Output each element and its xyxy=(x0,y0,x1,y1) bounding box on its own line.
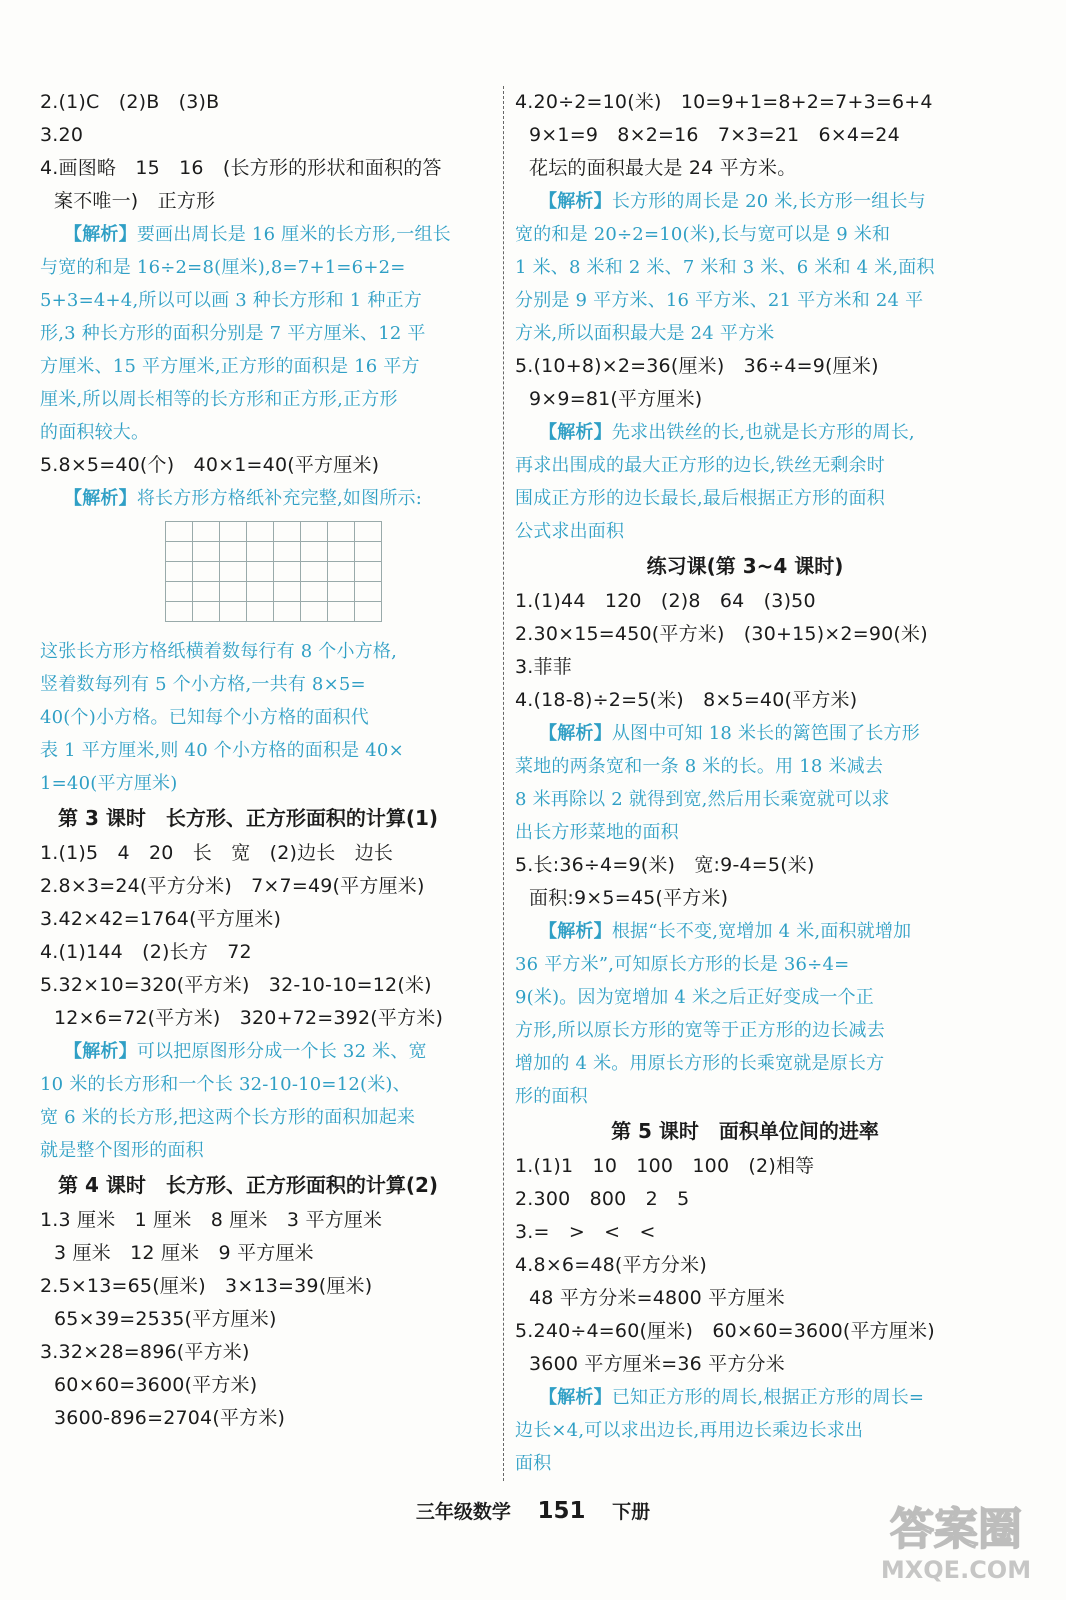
explanation-line: 竖着数每列有 5 个小方格,一共有 8×5= xyxy=(40,674,366,695)
explanation-line: 36 平方米”,可知原长方形的长是 36÷4= xyxy=(515,954,850,975)
answer-line: 2.5×13=65(厘米) 3×13=39(厘米) xyxy=(40,1275,373,1297)
explanation-tag: 【解析】 xyxy=(64,224,137,245)
explanation-line: 形,3 种长方形的面积分别是 7 平方厘米、12 平 xyxy=(40,323,426,344)
grid-cell xyxy=(220,562,247,582)
explanation-line xyxy=(515,185,975,218)
answer-line: 1.(1)44 120 (2)8 64 (3)50 xyxy=(515,590,816,612)
explanation-line: 方形,所以原长方形的宽等于正方形的边长减去 xyxy=(515,1020,885,1041)
explanation-line: 这张长方形方格纸横着数每行有 8 个小方格, xyxy=(40,641,398,662)
explanation-line: 分别是 9 平方米、16 平方米、21 平方米和 24 平 xyxy=(515,290,924,311)
grid-cell xyxy=(220,522,247,542)
grid-cell xyxy=(274,582,301,602)
answer-line: 4.20÷2=10(米) 10=9+1=8+2=7+3=6+4 xyxy=(515,91,933,113)
explanation-line xyxy=(40,1035,495,1068)
explanation-text: 根据“长不变,宽增加 4 米,面积就增加 xyxy=(611,921,912,942)
grid-cell xyxy=(247,582,274,602)
grid-cell xyxy=(328,522,355,542)
explanation-line: 增加的 4 米。用原长方形的长乘宽就是原长方 xyxy=(515,1053,885,1074)
explanation-text: 长方形的周长是 20 米,长方形一组长与 xyxy=(611,191,926,212)
answer-line: 5.32×10=320(平方米) 32-10-10=12(米) xyxy=(40,974,432,996)
answer-line: 1.(1)5 4 20 长 宽 (2)边长 边长 xyxy=(40,842,394,864)
explanation-line xyxy=(40,218,495,251)
explanation-text: 要画出周长是 16 厘米的长方形,一组长 xyxy=(136,224,451,245)
grid-cell xyxy=(247,602,274,622)
grid-cell xyxy=(328,562,355,582)
grid-cell xyxy=(355,602,382,622)
grid-cell xyxy=(193,602,220,622)
grid-cell xyxy=(355,582,382,602)
grid-cell xyxy=(301,542,328,562)
answer-line: 5.240÷4=60(厘米) 60×60=3600(平方厘米) xyxy=(515,1320,935,1342)
square-grid xyxy=(165,521,382,622)
explanation-line xyxy=(515,915,975,948)
answer-line: 9×1=9 8×2=16 7×3=21 6×4=24 xyxy=(529,124,900,146)
grid-cell xyxy=(274,562,301,582)
explanation-line: 表 1 平方厘米,则 40 个小方格的面积是 40× xyxy=(40,740,404,761)
explanation-line: 方厘米、15 平方厘米,正方形的面积是 16 平方 xyxy=(40,356,420,377)
explanation-text: 将长方形方格纸补充完整,如图所示: xyxy=(136,488,422,509)
grid-cell xyxy=(193,562,220,582)
explanation-line: 面积 xyxy=(515,1453,552,1474)
explanation-text: 已知正方形的周长,根据正方形的周长= xyxy=(611,1387,925,1408)
grid-cell xyxy=(193,522,220,542)
section-heading: 第 4 课时 长方形、正方形面积的计算(2) xyxy=(58,1173,439,1197)
explanation-line: 菜地的两条宽和一条 8 米的长。用 18 米减去 xyxy=(515,756,884,777)
right-column xyxy=(515,86,975,1480)
answer-line: 1.(1)1 10 100 100 (2)相等 xyxy=(515,1155,815,1177)
grid-cell xyxy=(247,562,274,582)
answer-line: 3.= > < < xyxy=(515,1221,656,1243)
answer-line: 4.画图略 15 16 (长方形的形状和面积的答 xyxy=(40,157,442,179)
explanation-line: 40(个)小方格。已知每个小方格的面积代 xyxy=(40,707,369,728)
section-heading: 第 5 课时 面积单位间的进率 xyxy=(611,1119,879,1143)
page-number: 151 xyxy=(537,1498,586,1524)
grid-cell xyxy=(274,522,301,542)
explanation-line: 1 米、8 米和 2 米、7 米和 3 米、6 米和 4 米,面积 xyxy=(515,257,935,278)
grid-cell xyxy=(328,602,355,622)
footer-subject: 三年级数学 xyxy=(415,1501,511,1523)
watermark-url: MXQE.COM xyxy=(880,1556,1032,1584)
explanation-text: 先求出铁丝的长,也就是长方形的周长, xyxy=(611,422,915,443)
grid-cell xyxy=(247,542,274,562)
answer-line: 2.300 800 2 5 xyxy=(515,1188,690,1210)
explanation-line: 宽的和是 20÷2=10(米),长与宽可以是 9 米和 xyxy=(515,224,891,245)
answer-line: 3.菲菲 xyxy=(515,656,572,678)
explanation-text: 可以把原图形分成一个长 32 米、宽 xyxy=(136,1041,427,1062)
grid-cell xyxy=(301,602,328,622)
explanation-line: 9(米)。因为宽增加 4 米之后正好变成一个正 xyxy=(515,987,874,1008)
explanation-line: 5+3=4+4,所以可以画 3 种长方形和 1 种正方 xyxy=(40,290,422,311)
explanation-tag: 【解析】 xyxy=(64,488,137,509)
grid-cell xyxy=(274,602,301,622)
answer-line: 2.30×15=450(平方米) (30+15)×2=90(米) xyxy=(515,623,928,645)
explanation-line: 方米,所以面积最大是 24 平方米 xyxy=(515,323,775,344)
answer-line: 1.3 厘米 1 厘米 8 厘米 3 平方厘米 xyxy=(40,1209,383,1231)
explanation-tag: 【解析】 xyxy=(539,921,612,942)
footer-volume: 下册 xyxy=(612,1501,651,1523)
explanation-line: 围成正方形的边长最长,最后根据正方形的面积 xyxy=(515,488,885,509)
explanation-tag: 【解析】 xyxy=(64,1041,137,1062)
answer-line: 4.(1)144 (2)长方 72 xyxy=(40,941,252,963)
column-divider xyxy=(503,86,504,1481)
explanation-line xyxy=(515,1381,975,1414)
answer-line: 9×9=81(平方厘米) xyxy=(529,388,703,410)
section-heading: 第 3 课时 长方形、正方形面积的计算(1) xyxy=(58,806,439,830)
explanation-line: 1=40(平方厘米) xyxy=(40,773,178,794)
explanation-tag: 【解析】 xyxy=(539,723,612,744)
answer-line: 4.8×6=48(平方分米) xyxy=(515,1254,707,1276)
explanation-line xyxy=(40,482,495,515)
grid-cell xyxy=(193,542,220,562)
grid-cell xyxy=(274,542,301,562)
explanation-line: 的面积较大。 xyxy=(40,422,150,443)
explanation-tag: 【解析】 xyxy=(539,1387,612,1408)
answer-line: 60×60=3600(平方米) xyxy=(54,1374,258,1396)
answer-line: 3.20 xyxy=(40,124,84,146)
grid-cell xyxy=(247,522,274,542)
answer-line: 3.42×42=1764(平方厘米) xyxy=(40,908,282,930)
grid-cell xyxy=(301,522,328,542)
explanation-line: 形的面积 xyxy=(515,1086,588,1107)
grid-cell xyxy=(355,522,382,542)
answer-line: 3600 平方厘米=36 平方分米 xyxy=(529,1353,785,1375)
explanation-line: 边长×4,可以求出边长,再用边长乘边长求出 xyxy=(515,1420,864,1441)
answer-line: 面积:9×5=45(平方米) xyxy=(529,887,729,909)
answer-line: 5.(10+8)×2=36(厘米) 36÷4=9(厘米) xyxy=(515,355,879,377)
answer-line: 48 平方分米=4800 平方厘米 xyxy=(529,1287,785,1309)
answer-line: 5.长:36÷4=9(米) 宽:9-4=5(米) xyxy=(515,854,815,876)
grid-cell xyxy=(328,542,355,562)
answer-line: 2.(1)C (2)B (3)B xyxy=(40,91,220,113)
explanation-line: 宽 6 米的长方形,把这两个长方形的面积加起来 xyxy=(40,1107,416,1128)
explanation-line: 10 米的长方形和一个长 32-10-10=12(米)、 xyxy=(40,1074,411,1095)
answer-line: 5.8×5=40(个) 40×1=40(平方厘米) xyxy=(40,454,380,476)
explanation-line: 再求出围成的最大正方形的边长,铁丝无剩余时 xyxy=(515,455,885,476)
grid-cell xyxy=(220,582,247,602)
explanation-line xyxy=(515,717,975,750)
left-column xyxy=(40,86,495,1435)
explanation-line: 公式求出面积 xyxy=(515,521,625,542)
grid-cell xyxy=(166,542,193,562)
grid-cell xyxy=(166,582,193,602)
grid-cell xyxy=(355,542,382,562)
answer-line: 案不唯一) 正方形 xyxy=(54,190,216,212)
grid-cell xyxy=(301,582,328,602)
answer-line: 65×39=2535(平方厘米) xyxy=(54,1308,277,1330)
grid-cell xyxy=(355,562,382,582)
explanation-line: 就是整个图形的面积 xyxy=(40,1140,204,1161)
explanation-text: 从图中可知 18 米长的篱笆围了长方形 xyxy=(611,723,920,744)
explanation-tag: 【解析】 xyxy=(539,191,612,212)
answer-line: 12×6=72(平方米) 320+72=392(平方米) xyxy=(54,1007,444,1029)
grid-cell xyxy=(220,602,247,622)
answer-line: 3600-896=2704(平方米) xyxy=(54,1407,286,1429)
answer-line: 4.(18-8)÷2=5(米) 8×5=40(平方米) xyxy=(515,689,858,711)
explanation-line: 与宽的和是 16÷2=8(厘米),8=7+1=6+2= xyxy=(40,257,406,278)
grid-cell xyxy=(193,582,220,602)
watermark-logo xyxy=(868,1492,1043,1587)
grid-cell xyxy=(220,542,247,562)
explanation-line: 8 米再除以 2 就得到宽,然后用长乘宽就可以求 xyxy=(515,789,890,810)
grid-figure xyxy=(40,521,495,625)
answer-line: 2.8×3=24(平方分米) 7×7=49(平方厘米) xyxy=(40,875,425,897)
answer-line: 3.32×28=896(平方米) xyxy=(40,1341,250,1363)
grid-cell xyxy=(301,562,328,582)
grid-cell xyxy=(166,602,193,622)
section-heading: 练习课(第 3~4 课时) xyxy=(646,554,844,578)
explanation-line: 出长方形菜地的面积 xyxy=(515,822,679,843)
grid-cell xyxy=(166,522,193,542)
explanation-tag: 【解析】 xyxy=(539,422,612,443)
answer-line: 3 厘米 12 厘米 9 平方厘米 xyxy=(54,1242,314,1264)
grid-cell xyxy=(328,582,355,602)
explanation-line xyxy=(515,416,975,449)
explanation-line: 厘米,所以周长相等的长方形和正方形,正方形 xyxy=(40,389,398,410)
grid-cell xyxy=(166,562,193,582)
watermark-text: 答案圈 xyxy=(890,1504,1022,1555)
answer-line: 花坛的面积最大是 24 平方米。 xyxy=(529,157,797,179)
